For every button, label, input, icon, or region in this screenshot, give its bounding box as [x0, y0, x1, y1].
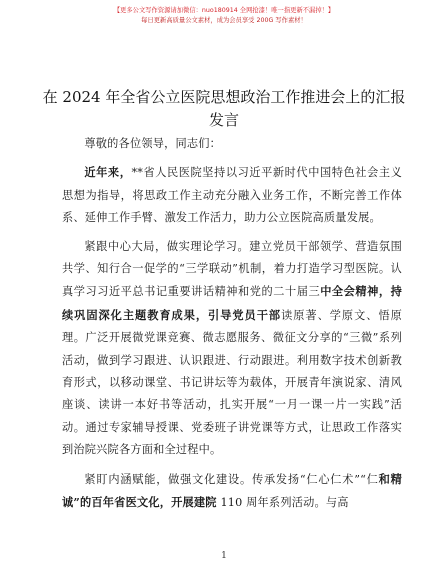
banner-line-2: 每日更新高质量公文素材，成为会员享受 200G 写作素材！ [141, 17, 307, 24]
paragraph-3-text-b: 110 周年系列活动。与高 [216, 496, 349, 510]
paragraph-1 [62, 161, 402, 229]
paragraph-2 [62, 236, 402, 462]
paragraph-3-text-a: 紧盯内涵赋能，做强文化建设。传承发扬“仁心仁术”“仁 [84, 472, 379, 486]
document-body [62, 133, 402, 521]
paragraph-3-bold: 和精诚”的百年省医文化，开展建院 [62, 471, 402, 510]
document-title: 在 2024 年全省公立医院思想政治工作推进会上的汇报发言 [42, 88, 406, 129]
paragraph-3 [62, 468, 402, 515]
salutation: 尊敬的各位领导，同志们： [84, 137, 222, 150]
paragraph-2-bold: 中全会精神，持续巩固深化主题教育成果， [62, 284, 402, 322]
paragraph-2-text-a: 紧跟中心大局，做实理论学习。建立党员干部领学、营造氛围共学、知行合一促学的“三学联动”机制，着力打造学习型医院。认真学习习近平总书记重要讲话精神和党的二十届三 [62, 239, 402, 299]
banner-line-1: 【更多公文写作资源请加微信：nuo180914 全网抢漆！唯一指更新不漏掉！】 [113, 7, 335, 14]
paragraph-1-lead: 近年来， [84, 165, 132, 180]
page-number: 1 [221, 551, 227, 561]
paragraph-2-text-b: 引导党员干部 [208, 307, 282, 322]
promo-banner [0, 6, 448, 26]
paragraph-1-text: **省人民医院坚持以习近平新时代中国特色社会主义思想为指导，将思政工作主动充分融入业务工作，不断完善工作体系、延伸工作手臂、激发工作活力，助力公立医院高质量发展。 [62, 166, 402, 225]
paragraph-2-text-c: 读原著、学原文、悟原理。广泛开展微党课竞赛、微志愿服务、微征文分享的“三微”系列活动，做到学习跟进、认识跟进、行动跟进。利用数字技术创新教育形式，以移动课堂、书记讲坛等为载体，开展青年演说家、清风座谈、读讲一本好书等活动，扎实开展“一月一课一片一实践”活动。通过专家辅导授课、党委班子讲党课等方式，让思政工作落实到治院兴院各方面和全过程中。 [62, 308, 402, 457]
